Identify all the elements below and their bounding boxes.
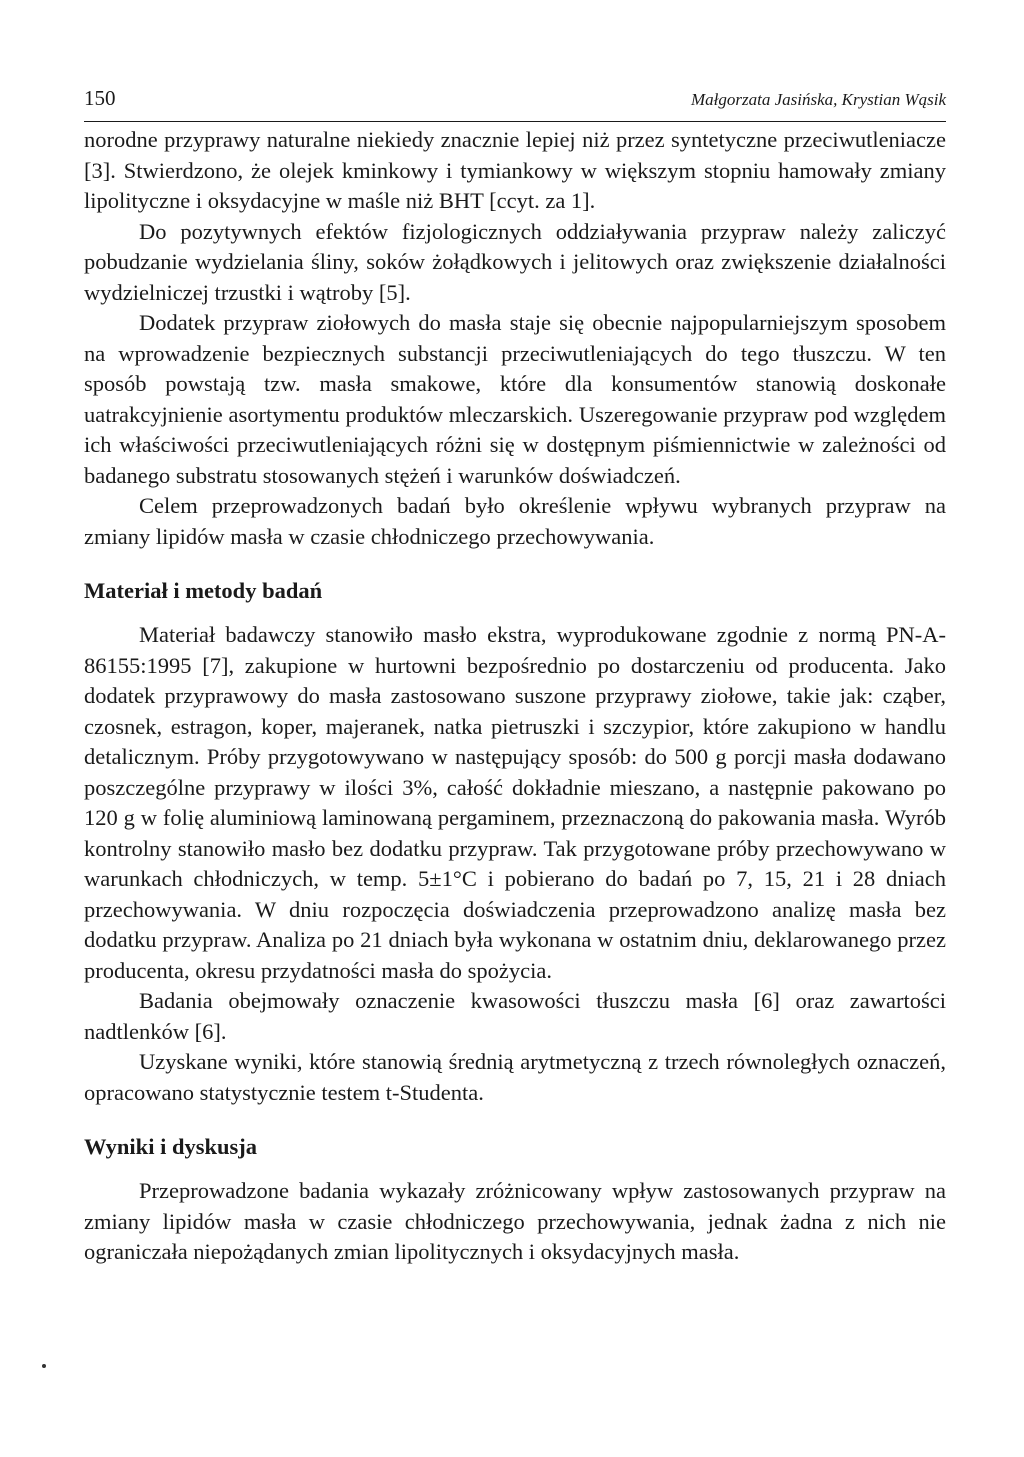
results-paragraph-1: Przeprowadzone badania wykazały zróżnicowany wpływ zastosowanych przypraw na zmiany lipidów masła w czasie chłodniczego przechowywania, jednak żadna z nich nie ograniczała niepożądanych zmian lipolitycznych i oksydacyjnych masła. [84, 1178, 946, 1264]
document-page [84, 88, 946, 1268]
intro-paragraph-4: Celem przeprowadzonych badań było określenie wpływu wybranych przypraw na zmiany lipidów masła w czasie chłodniczego przechowywania. [84, 493, 946, 549]
methods-paragraph-1: Materiał badawczy stanowiło masło ekstra, wyprodukowane zgodnie z normą PN-A-86155:1995 [7], zakupione w hurtowni bezpośrednio po dostarczeniu od producenta. Jako dodatek przyprawowy do masła zastosowano suszone przyprawy ziołowe, takie jak: cząber, czosnek, estragon, koper, majeranek, natka pietruszki i szczypior, które zakupiono w handlu detalicznym. Próby przygotowywano w następujący sposób: do 500 g porcji masła dodawano poszczególne przyprawy w ilości 3%, całość dokładnie mieszano, a następnie pakowano po 120 g w folię aluminiową laminowaną pergaminem, przeznaczoną do pakowania masła. Wyrób kontrolny stanowiło masło bez dodatku przypraw. Tak przygotowane próby przechowywano w warunkach chłodniczych, w temp. 5±1°C i pobierano do badań po 7, 15, 21 i 28 dniach przechowywania. W dniu rozpoczęcia doświadczenia przeprowadzono analizę masła bez dodatku przypraw. Analiza po 21 dniach była wykonana w ostatnim dniu, deklarowanego przez producenta, okresu przydatności masła do spożycia. [84, 622, 946, 983]
running-head-authors: Małgorzata Jasińska, Krystian Wąsik [691, 90, 946, 109]
intro-paragraph-3: Dodatek przypraw ziołowych do masła staje się obecnie najpopularniejszym sposobem na wprowadzenie bezpiecznych substancji przeciwutleniających do tego tłuszczu. W ten sposób powstają tzw. masła smakowe, które dla konsumentów stanowią doskonałe uatrakcyjnienie asortymentu produktów mleczarskich. Uszeregowanie przypraw pod względem ich właściwości przeciwutleniających różni się w dostępnym piśmiennictwie w zależności od badanego substratu stosowanych stężeń i warunków doświadczeń. [84, 310, 946, 488]
section-heading-results: Wyniki i dyskusja [84, 1134, 257, 1159]
intro-paragraph-2: Do pozytywnych efektów fizjologicznych oddziaływania przypraw należy zaliczyć pobudzanie wydzielania śliny, soków żołądkowych i jelitowych oraz zwiększenie działalności wydzielniczej trzustki i wątroby [5]. [84, 218, 946, 305]
methods-paragraph-2: Badania obejmowały oznaczenie kwasowości tłuszczu masła [6] oraz zawartości nadtlenków [6]. [84, 988, 946, 1044]
scan-speck [42, 1364, 46, 1368]
article-body [84, 125, 946, 1268]
running-head [84, 88, 946, 122]
section-heading-methods: Materiał i metody badań [84, 578, 323, 603]
intro-paragraph-1: norodne przyprawy naturalne niekiedy znacznie lepiej niż przez syntetyczne przeciwutleniacze [3]. Stwierdzono, że olejek kminkowy i tymiankowy w większym stopniu hamowały zmiany lipolityczne i oksydacyjne w maśle niż BHT [ccyt. za 1]. [84, 127, 946, 213]
page-number: 150 [84, 86, 116, 110]
methods-paragraph-3: Uzyskane wyniki, które stanowią średnią arytmetyczną z trzech równoległych oznaczeń, opracowano statystycznie testem t-Studenta. [84, 1049, 946, 1105]
